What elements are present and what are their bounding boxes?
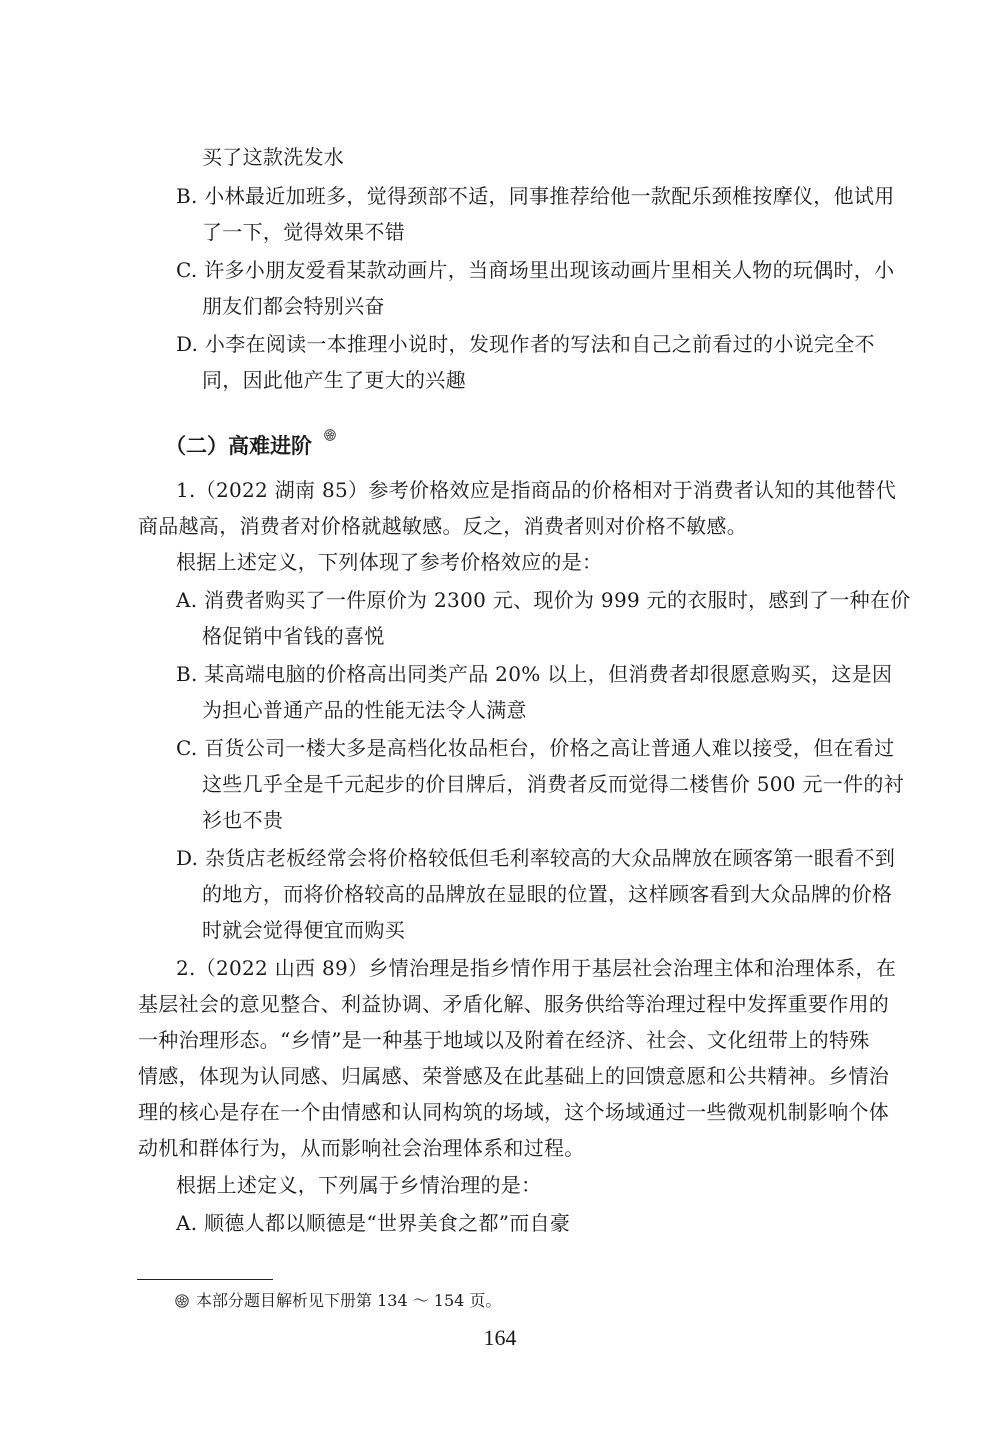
question-1-stem: 1.（2022 湖南 85）参考价格效应是指商品的价格相对于消费者认知的其他替代 (176, 478, 897, 502)
option-b-line: 为担心普通产品的性能无法令人满意 (202, 698, 527, 722)
option-c-line: C. 百货公司一楼大多是高档化妆品柜台，价格之高让普通人难以接受，但在看过 (176, 736, 895, 760)
page-number: 164 (483, 1325, 517, 1350)
option-d-line: D. 小李在阅读一本推理小说时，发现作者的写法和自己之前看过的小说完全不 (176, 332, 875, 356)
question-2-stem: 动机和群体行为，从而影响社会治理体系和过程。 (138, 1136, 585, 1160)
option-d-line: 时就会觉得便宜而购买 (202, 918, 405, 942)
section-heading: （二）高难进阶 (165, 434, 312, 458)
footnote-divider (137, 1279, 273, 1280)
option-a-continuation: 买了这款洗发水 (202, 145, 345, 169)
option-b-line: 了一下，觉得效果不错 (202, 220, 405, 244)
option-d-line: 同，因此他产生了更大的兴趣 (202, 368, 466, 392)
footnote-text: 本部分题目解析见下册第 134 ～ 154 页。 (196, 1291, 502, 1310)
option-c-line: 这些几乎全是千元起步的价目牌后，消费者反而觉得二楼售价 500 元一件的衬 (202, 772, 904, 796)
option-c-line: 朋友们都会特别兴奋 (202, 294, 385, 318)
option-b-line: B. 小林最近加班多，觉得颈部不适，同事推荐给他一款配乐颈椎按摩仪，他试用 (176, 184, 895, 208)
footnote-flower-icon (175, 1294, 189, 1308)
option-d-line: D. 杂货店老板经常会将价格较低但毛利率较高的大众品牌放在顾客第一眼看不到 (176, 846, 896, 870)
question-2-stem: 基层社会的意见整合、利益协调、矛盾化解、服务供给等治理过程中发挥重要作用的 (138, 992, 890, 1016)
question-2-stem: 情感，体现为认同感、归属感、荣誉感及在此基础上的回馈意愿和公共精神。乡情治 (138, 1064, 890, 1088)
question-2-stem: 一种治理形态。“乡情”是一种基于地域以及附着在经济、社会、文化纽带上的特殊 (138, 1028, 870, 1052)
option-a-line: A. 消费者购买了一件原价为 2300 元、现价为 999 元的衣服时，感到了一种在价 (176, 588, 911, 612)
question-1-stem: 商品越高，消费者对价格就越敏感。反之，消费者则对价格不敏感。 (138, 514, 747, 538)
question-2-stem: 理的核心是存在一个由情感和认同构筑的场域，这个场域通过一些微观机制影响个体 (138, 1100, 890, 1124)
question-1-prompt: 根据上述定义，下列体现了参考价格效应的是： (176, 550, 603, 574)
option-c-line: C. 许多小朋友爱看某款动画片，当商场里出现该动画片里相关人物的玩偶时，小 (176, 258, 895, 282)
flower-icon (324, 429, 336, 441)
option-a-line: A. 顺德人都以顺德是“世界美食之都”而自豪 (176, 1211, 571, 1235)
option-b-line: B. 某高端电脑的价格高出同类产品 20% 以上，但消费者却很愿意购买，这是因 (176, 662, 893, 686)
question-2-prompt: 根据上述定义，下列属于乡情治理的是： (176, 1173, 542, 1197)
option-c-line: 衫也不贵 (202, 808, 284, 832)
option-d-line: 的地方，而将价格较高的品牌放在显眼的位置，这样顾客看到大众品牌的价格 (202, 882, 893, 906)
question-2-stem: 2.（2022 山西 89）乡情治理是指乡情作用于基层社会治理主体和治理体系，在 (176, 956, 897, 980)
option-a-line: 格促销中省钱的喜悦 (202, 624, 385, 648)
